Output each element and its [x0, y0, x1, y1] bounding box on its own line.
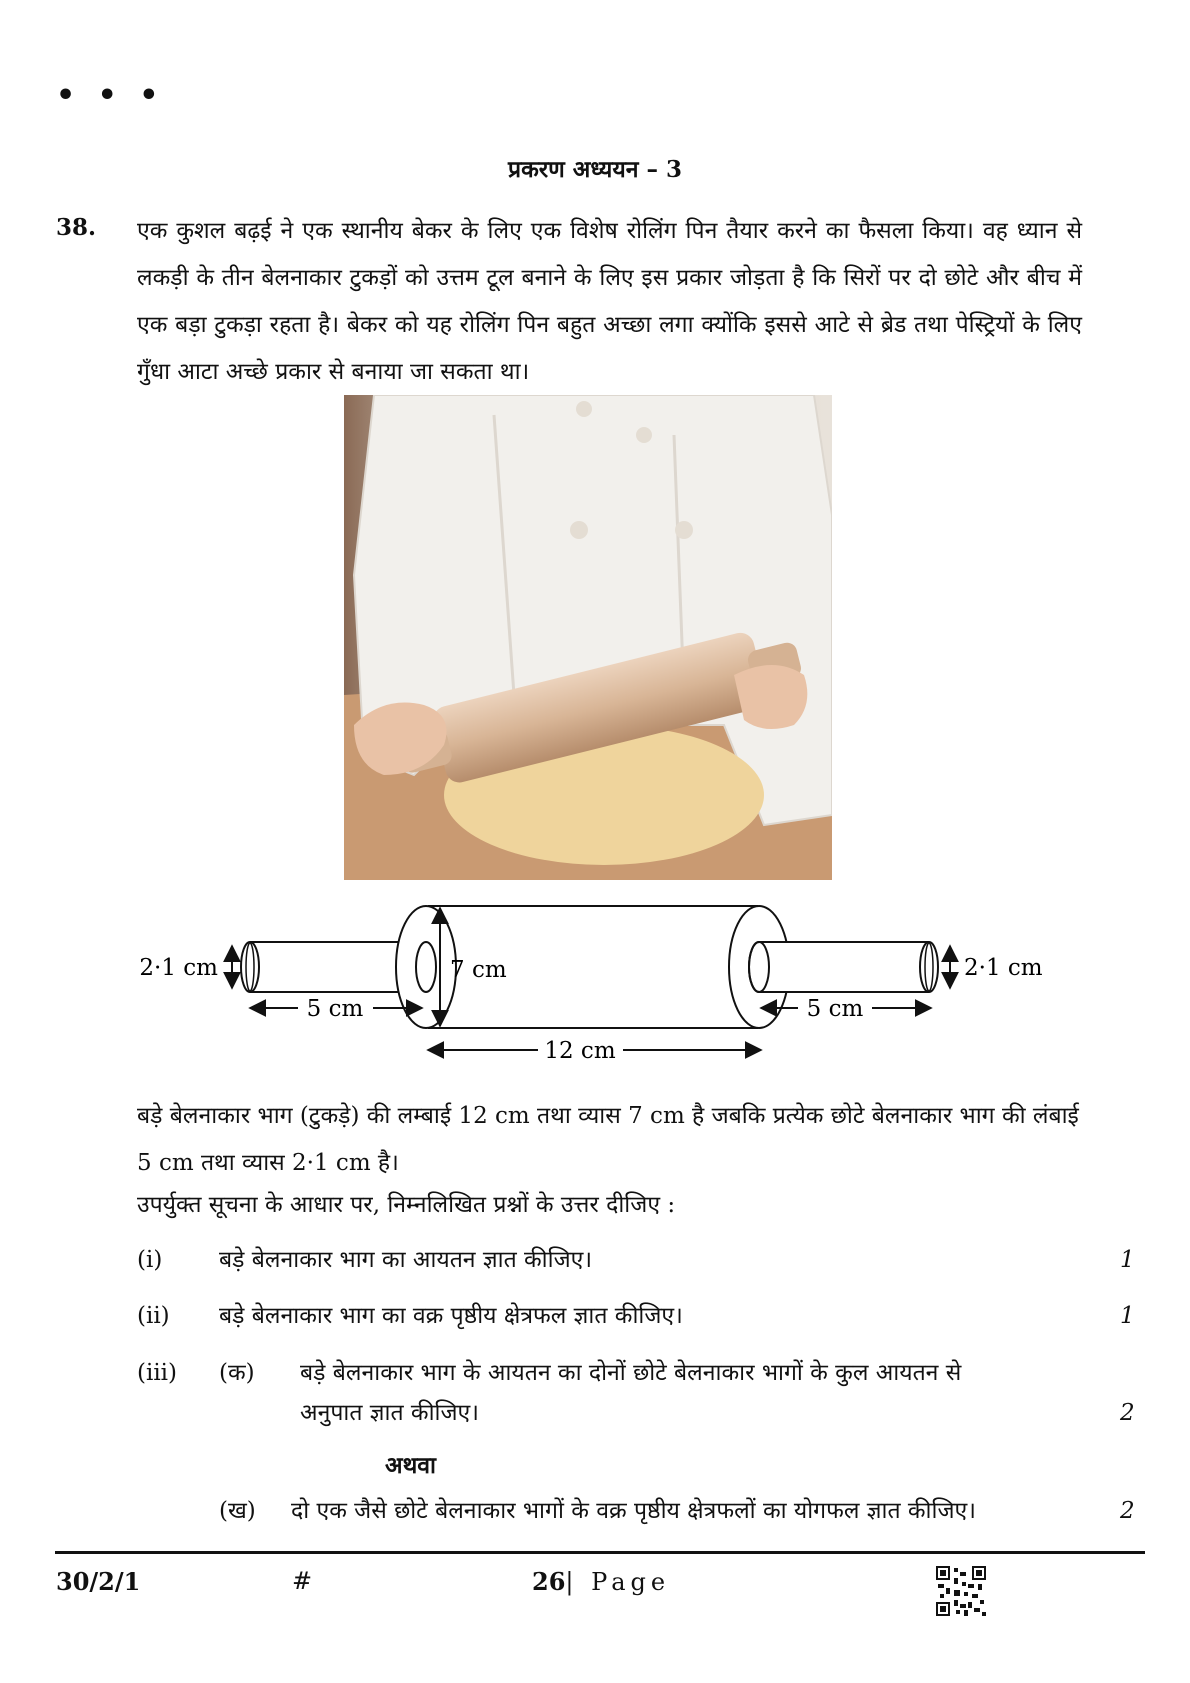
paper-code: 30/2/1: [56, 1567, 141, 1596]
marks-iii-ka: 2: [1120, 1400, 1135, 1426]
page-number-block: [532, 1567, 670, 1596]
big-cylinder-left-socket: [416, 942, 436, 992]
left-length-label: 5 cm: [306, 996, 364, 1022]
subq-label-ii: (ii): [137, 1303, 170, 1329]
page-number: 26: [532, 1567, 566, 1596]
big-diameter-label: 7 cm: [450, 957, 507, 983]
subq-sublabel-ka: (क): [219, 1360, 255, 1386]
coat-button: [636, 427, 652, 443]
rolling-pin-diagram: [128, 898, 1068, 1078]
marks-ii: 1: [1120, 1303, 1135, 1329]
left-diameter-label: 2·1 cm: [139, 955, 218, 981]
alt-label-kha: (ख): [219, 1498, 256, 1524]
footer-hash: #: [292, 1567, 313, 1595]
qr-code-icon: [936, 1566, 986, 1616]
or-label: अथवा: [385, 1452, 437, 1479]
coat-button: [570, 521, 588, 539]
alt-text-kha: दो एक जैसे छोटे बेलनाकार भागों के वक्र पृष्ठीय क्षेत्रफलों का योगफल ज्ञात कीजिए।: [291, 1498, 976, 1524]
page-label: | Page: [565, 1568, 671, 1596]
section-title: प्रकरण अध्ययन – 3: [508, 156, 682, 183]
ellipsis-dots: • • •: [56, 78, 165, 113]
subq-text-iii-line1: बड़े बेलनाकार भाग के आयतन का दोनों छोटे बेलनाकार भागों के कुल आयतन से: [300, 1360, 962, 1386]
right-diameter-label: 2·1 cm: [964, 955, 1043, 981]
info-paragraph: बड़े बेलनाकार भाग (टुकड़े) की लम्बाई 12 cm तथा व्यास 7 cm है जबकि प्रत्येक छोटे बेलनाकार भाग की लंबाई 5 cm तथा व्यास 2·1 cm है।: [137, 1103, 1079, 1176]
question-number: 38.: [56, 214, 97, 241]
subq-text-iii-line2: अनुपात ज्ञात कीजिए।: [300, 1400, 479, 1426]
baker-rolling-pin-photo: [344, 395, 832, 880]
right-cylinder-body: [759, 942, 929, 992]
question-intro: एक कुशल बढ़ई ने एक स्थानीय बेकर के लिए एक विशेष रोलिंग पिन तैयार करने का फैसला किया। वह ध्यान से लकड़ी के तीन बेलनाकार टुकड़ों को उत्तम टूल बनाने के लिए इस प्रकार जोड़ता है कि सिरों पर दो छोटे और बीच में एक बड़ा टुकड़ा रहता है। बेकर को यह रोलिंग पिन बहुत अच्छा लगा क्योंकि इससे आटे से ब्रेड तथा पेस्ट्रियों के लिए गुँधा आटा अच्छे प्रकार से बनाया जा सकता था।: [137, 218, 1082, 385]
coat-button: [576, 401, 592, 417]
subq-label-i: (i): [137, 1247, 163, 1273]
left-cylinder-face: [241, 942, 259, 992]
footer-rule: [55, 1551, 1145, 1554]
subq-text-i: बड़े बेलनाकार भाग का आयतन ज्ञात कीजिए।: [219, 1247, 593, 1273]
right-length-label: 5 cm: [806, 996, 864, 1022]
marks-i: 1: [1120, 1247, 1135, 1273]
big-length-label: 12 cm: [544, 1038, 616, 1064]
right-cylinder-face: [920, 942, 938, 992]
right-hand: [734, 665, 807, 729]
subq-text-ii: बड़े बेलनाकार भाग का वक्र पृष्ठीय क्षेत्रफल ज्ञात कीजिए।: [219, 1303, 683, 1329]
subq-label-iii: (iii): [137, 1360, 178, 1386]
instruction-line: उपर्युक्त सूचना के आधार पर, निम्नलिखित प्रश्नों के उत्तर दीजिए :: [137, 1192, 676, 1218]
coat-button: [675, 521, 693, 539]
marks-kha: 2: [1120, 1498, 1135, 1524]
